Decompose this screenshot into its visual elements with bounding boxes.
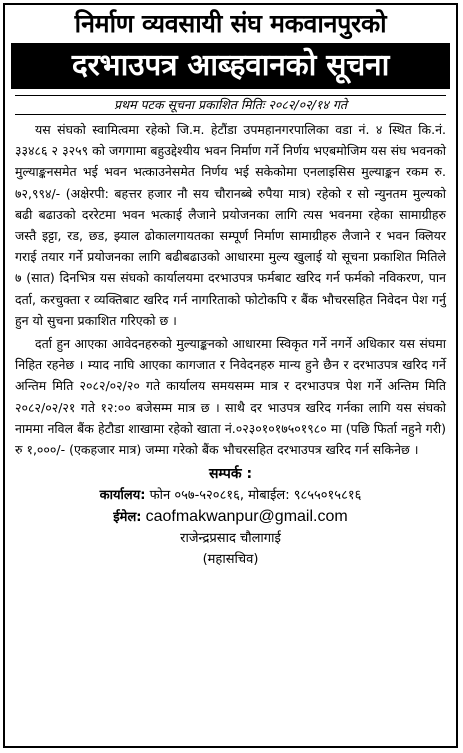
organization-title: निर्माण व्यवसायी संघ मकवानपुरको bbox=[74, 9, 387, 38]
signatory-name: राजेन्द्रप्रसाद चौलागाई bbox=[180, 531, 281, 547]
signatory-title: (महासचिव) bbox=[202, 552, 259, 568]
publication-date-line: प्रथम पटक सूचना प्रकाशित मितिः २०८२/०२/१४ गते bbox=[15, 95, 446, 115]
office-label: कार्यालय: bbox=[99, 488, 146, 504]
notice-frame bbox=[3, 3, 458, 748]
office-contact-row bbox=[5, 485, 456, 506]
notice-body bbox=[15, 119, 446, 460]
email-row bbox=[5, 506, 456, 528]
office-phone-text: फोन ०५७-५२०८१६, मोबाईल: ९८५५०१५८१६ bbox=[149, 488, 362, 504]
notice-paragraph-1: यस संघको स्वामित्वमा रहेको जि.म. हेटौंडा उपमहानगरपालिका वडा नं. ४ स्थित कि.नं. ३३४८६ २ ३२५९ को जगगामा बहुउद्देश्यीय भवन निर्माण गर्ने निर्णय भएबमोजिम यस संघ भवनको मुल्याङ्कनसमेत भई भवन भत्काउनेसमेत निर्णय भई सकेकोमा एनलाइसिस मुल्याङ्कन रकम रु. ७२,९९४/- (अक्षेरपी: बहत्तर हजार नौ सय चौरानब्बे रुपैया मात्र) रहेको र सो न्युनतम मुल्यको बढी बढाउको दररेटमा भवन भत्काई लैजाने प्रयोजनका लागि त्यस भवनमा रहेका सामाग्रीहरु जस्तै इट्टा, रड, छड, झ्याल ढोकालगायतका सम्पूर्ण निर्माण सामाग्रीहरु लैजाने र भवन क्लियर गराई तयार गर्ने प्रयोजनका लागि बढीबढाउको आधारमा मुल्य खुलाई यो सूचना प्रकाशित मितिले ७ (सात) दिनभित्र यस संघको कार्यालयमा दरभाउपत्र फर्मबाट खरिद गर्न फर्मको नविकरण, पान दर्ता, करचुक्ता र व्यक्तिबाट खरिद गर्न नागरिताको फोटोकपि र बैंक भौचरसहित निवेदन पेश गर्नु हुन यो सुचना प्रकाशित गरिएको छ । bbox=[15, 122, 446, 328]
contact-heading: सम्पर्क : bbox=[208, 466, 253, 483]
email-label: ईमेल: bbox=[113, 510, 142, 526]
notice-paragraph-2: दर्ता हुन आएका आवेदनहरुको मुल्याङ्कनको आधारमा स्विकृत गर्ने नगर्ने अधिकार यस संघमा निहित रहनेछ । म्याद नाघि आएका कागजात र निवेदनहरु मान्य हुने छैन र दरभाउपत्र खरिद गर्ने अन्तिम मिति २०८२/०२/२० गते कार्यालय समयसम्म मात्र र दरभाउपत्र पेश गर्ने अन्तिम मिति २०८२/०२/२१ गते १२:०० बजेसम्म मात्र छ । साथै दर भाउपत्र खरिद गर्नका लागि यस संघको नाममा नविल बैंक हेटौडा शाखामा रहेको खाता नं.०२३०१०१७५०१९८० मा (पछि फिर्ता नहुने गरी) रु १,०००/- (एकहजार मात्र) जम्मा गरेको बैंक भौचरसहित दरभाउपत्र खरिद गर्न सकिनेछ । bbox=[15, 336, 446, 458]
email-address: caofmakwanpur@gmail.com bbox=[145, 508, 348, 526]
notice-banner: दरभाउपत्र आब्हवानको सूचना bbox=[11, 43, 450, 89]
contact-block bbox=[5, 464, 456, 570]
